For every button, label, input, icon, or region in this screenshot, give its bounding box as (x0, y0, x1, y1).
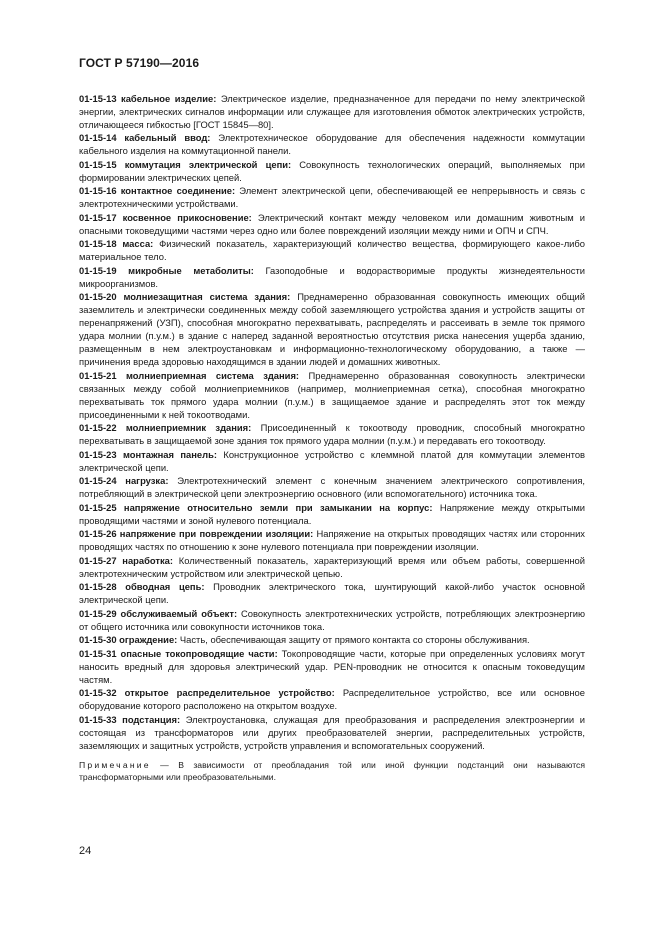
definition-entry (79, 449, 585, 475)
entry-definition: Элемент электрической цепи, обеспечивающей ее непрерывность и связь с электротехническими устройствами. (79, 185, 586, 210)
note-paragraph (79, 759, 585, 783)
definition-entry (79, 502, 585, 528)
entry-term: наработка: (122, 554, 174, 566)
definition-entry (79, 687, 585, 713)
entry-definition: Электротехническое оборудование для обеспечения надежности коммутации кабельного изделия на коммутационной панели. (79, 132, 586, 157)
definition-entry (79, 648, 585, 687)
definition-entry (79, 608, 585, 634)
entry-code: 01-15-25 (79, 501, 117, 513)
entry-definition: Токопроводящие части, которые при определенных условиях могут наносить вредный для здоровья электрический удар. PEN-проводник не относится к опасным токоведущим частям. (79, 647, 585, 685)
definition-entry (79, 555, 585, 581)
entry-term: молниеприемная система здания: (125, 369, 300, 381)
entry-code: 01-15-17 (79, 211, 117, 223)
page-number: 24 (79, 845, 92, 857)
entry-code: 01-15-30 (79, 634, 117, 646)
entry-definition: Преднамеренно образованная совокупность электрически связанных между собой молниеприемников (например, молниеприемная сетка), способная многократно перехватывать ток прямого удара молнии (п.у.м.) в защищаемое здание и распределять этот ток между присоединенными к ней токоотводами. (79, 369, 586, 420)
entry-definition: Напряжение на открытых проводящих частях или сторонних проводящих частях по отношению к зоне нулевого потенциала при повреждении изоляции. (79, 528, 585, 553)
entry-definition: Электротехнический элемент с конечным значением электрического сопротивления, потребляющий в электрической цепи электроэнергию основного (или вспомогательного) источника тока. (79, 475, 585, 500)
entry-definition: Конструкционное устройство с клеммной платой для коммутации элементов электрической цепи. (79, 448, 586, 473)
entry-definition: Преднамеренно образованная совокупность имеющих общий заземлитель и электрически соединенных между собой заземляющего устройства здания и устройств защиты от перенапряжений (УЗП), способная многократно перехватывать, распределять и рассеивать в земле ток прямого удара молнии (п.у.м.) в здание с наперед заданной вероятностью отсутствия риска нанесения ущерба зданию, размещенным в нем электроустановкам и информационно-технологическому оборудованию, а также — причинения вреда здоровью находящимся в здании людей и домашних животных. (79, 291, 586, 368)
entry-term: подстанция: (122, 713, 181, 725)
definition-entry (79, 422, 585, 448)
definition-entry (79, 93, 585, 132)
definition-entry (79, 291, 585, 369)
entry-term: опасные токопроводящие части: (120, 647, 278, 659)
definition-entry (79, 581, 585, 607)
definitions-list (79, 93, 585, 783)
note-text: — В зависимости от преобладания той или иной функции подстанций они называются трансформаторными или преобразовательными. (79, 759, 585, 782)
entry-code: 01-15-23 (79, 448, 117, 460)
definition-entry (79, 528, 585, 554)
definition-entry (79, 132, 585, 158)
entry-definition: Электроустановка, служащая для преобразования и распределения электроэнергии и состоящая из трансформаторов или других преобразователей энергии, распределительных устройств, заземляющих и защитных устройств, устройств управления и вспомогательных сооружений. (79, 713, 586, 751)
entry-term: молниезащитная система здания: (123, 291, 291, 303)
entry-term: масса: (122, 238, 154, 250)
entry-term: коммутация электрической цепи: (124, 158, 292, 170)
entry-code: 01-15-29 (79, 607, 117, 619)
entry-definition: Совокупность технологических операций, выполняемых при формировании электрических цепей. (79, 158, 586, 183)
definition-entry (79, 714, 585, 753)
entry-term: открытое распределительное устройство: (124, 687, 335, 699)
entry-definition: Электрическое изделие, предназначенное для передачи по нему электрической энергии, электрических сигналов информации или служащее для изготовления обмоток электрических устройств, отличающееся гибкостью [ГОСТ 15845—80]. (79, 93, 586, 130)
definition-entry (79, 475, 585, 501)
entry-code: 01-15-33 (79, 713, 117, 725)
definition-entry (79, 185, 585, 211)
entry-code: 01-15-26 (79, 528, 117, 540)
definition-entry (79, 159, 585, 185)
definition-entry (79, 238, 585, 264)
definition-entry (79, 370, 585, 422)
entry-code: 01-15-28 (79, 581, 117, 593)
entry-code: 01-15-21 (79, 369, 117, 381)
entry-definition: Распределительное устройство, все или основное оборудование которого расположено на открытом воздухе. (79, 687, 585, 712)
entry-definition: Проводник электрического тока, шунтирующий какой-либо участок основной электрической цепи. (79, 581, 586, 606)
entry-definition: Электрический контакт между человеком или домашним животным и опасными токоведущими частями через одно или более повреждений изоляции между ними и ОПЧ и СПЧ. (79, 211, 585, 236)
document-header: ГОСТ Р 57190—2016 (79, 56, 200, 70)
entry-code: 01-15-27 (79, 554, 117, 566)
entry-term: кабельный ввод: (124, 132, 211, 144)
entry-term: микробные метаболиты: (128, 264, 254, 276)
entry-definition: Газоподобные и водорастворимые продукты жизнедеятельности микроорганизмов. (79, 264, 585, 289)
entry-definition: Присоединенный к токоотводу проводник, способный многократно перехватывать в защищаемой зоне здания ток прямого удара молнии (п.у.м.) и передавать его токоотводу. (79, 422, 585, 447)
entry-term: напряжение относительно земли при замыкании на корпус: (123, 501, 433, 513)
entry-definition: Физический показатель, характеризующий количество вещества, формирующего какое-либо материальное тело. (79, 238, 585, 263)
entry-term: кабельное изделие: (121, 93, 217, 104)
definition-entry (79, 212, 585, 238)
entry-term: косвенное прикосновение: (122, 211, 252, 223)
entry-code: 01-15-32 (79, 687, 117, 699)
entry-definition: Количественный показатель, характеризующий время или объем работы, совершенной электротехническим устройством или электрической цепью. (79, 554, 585, 579)
entry-code: 01-15-16 (79, 185, 117, 197)
entry-definition: Напряжение между открытыми проводящими частями и зоной нулевого потенциала. (79, 501, 585, 526)
entry-code: 01-15-20 (79, 291, 117, 303)
entry-definition: Совокупность электротехнических устройств, потребляющих электроэнергию от общего источника или совокупности источников тока. (79, 607, 586, 632)
definition-entry (79, 265, 585, 291)
entry-term: монтажная панель: (122, 448, 217, 460)
entry-code: 01-15-14 (79, 132, 117, 144)
entry-code: 01-15-31 (79, 647, 117, 659)
entry-term: напряжение при повреждении изоляции: (119, 528, 314, 540)
entry-code: 01-15-15 (79, 158, 117, 170)
entry-term: ограждение: (119, 634, 178, 646)
entry-term: контактное соединение: (120, 185, 236, 197)
entry-code: 01-15-13 (79, 93, 117, 104)
entry-term: обводная цепь: (125, 581, 205, 593)
entry-term: нагрузка: (125, 475, 169, 487)
note-label: Примечание (79, 759, 151, 770)
entry-code: 01-15-24 (79, 475, 117, 487)
entry-term: обслуживаемый объект: (120, 607, 238, 619)
entry-code: 01-15-19 (79, 264, 117, 276)
entry-definition: Часть, обеспечивающая защиту от прямого контакта со стороны обслуживания. (177, 634, 530, 646)
entry-term: молниеприемник здания: (125, 422, 252, 434)
entry-code: 01-15-22 (79, 422, 117, 434)
definition-entry (79, 634, 585, 647)
entry-code: 01-15-18 (79, 238, 117, 250)
